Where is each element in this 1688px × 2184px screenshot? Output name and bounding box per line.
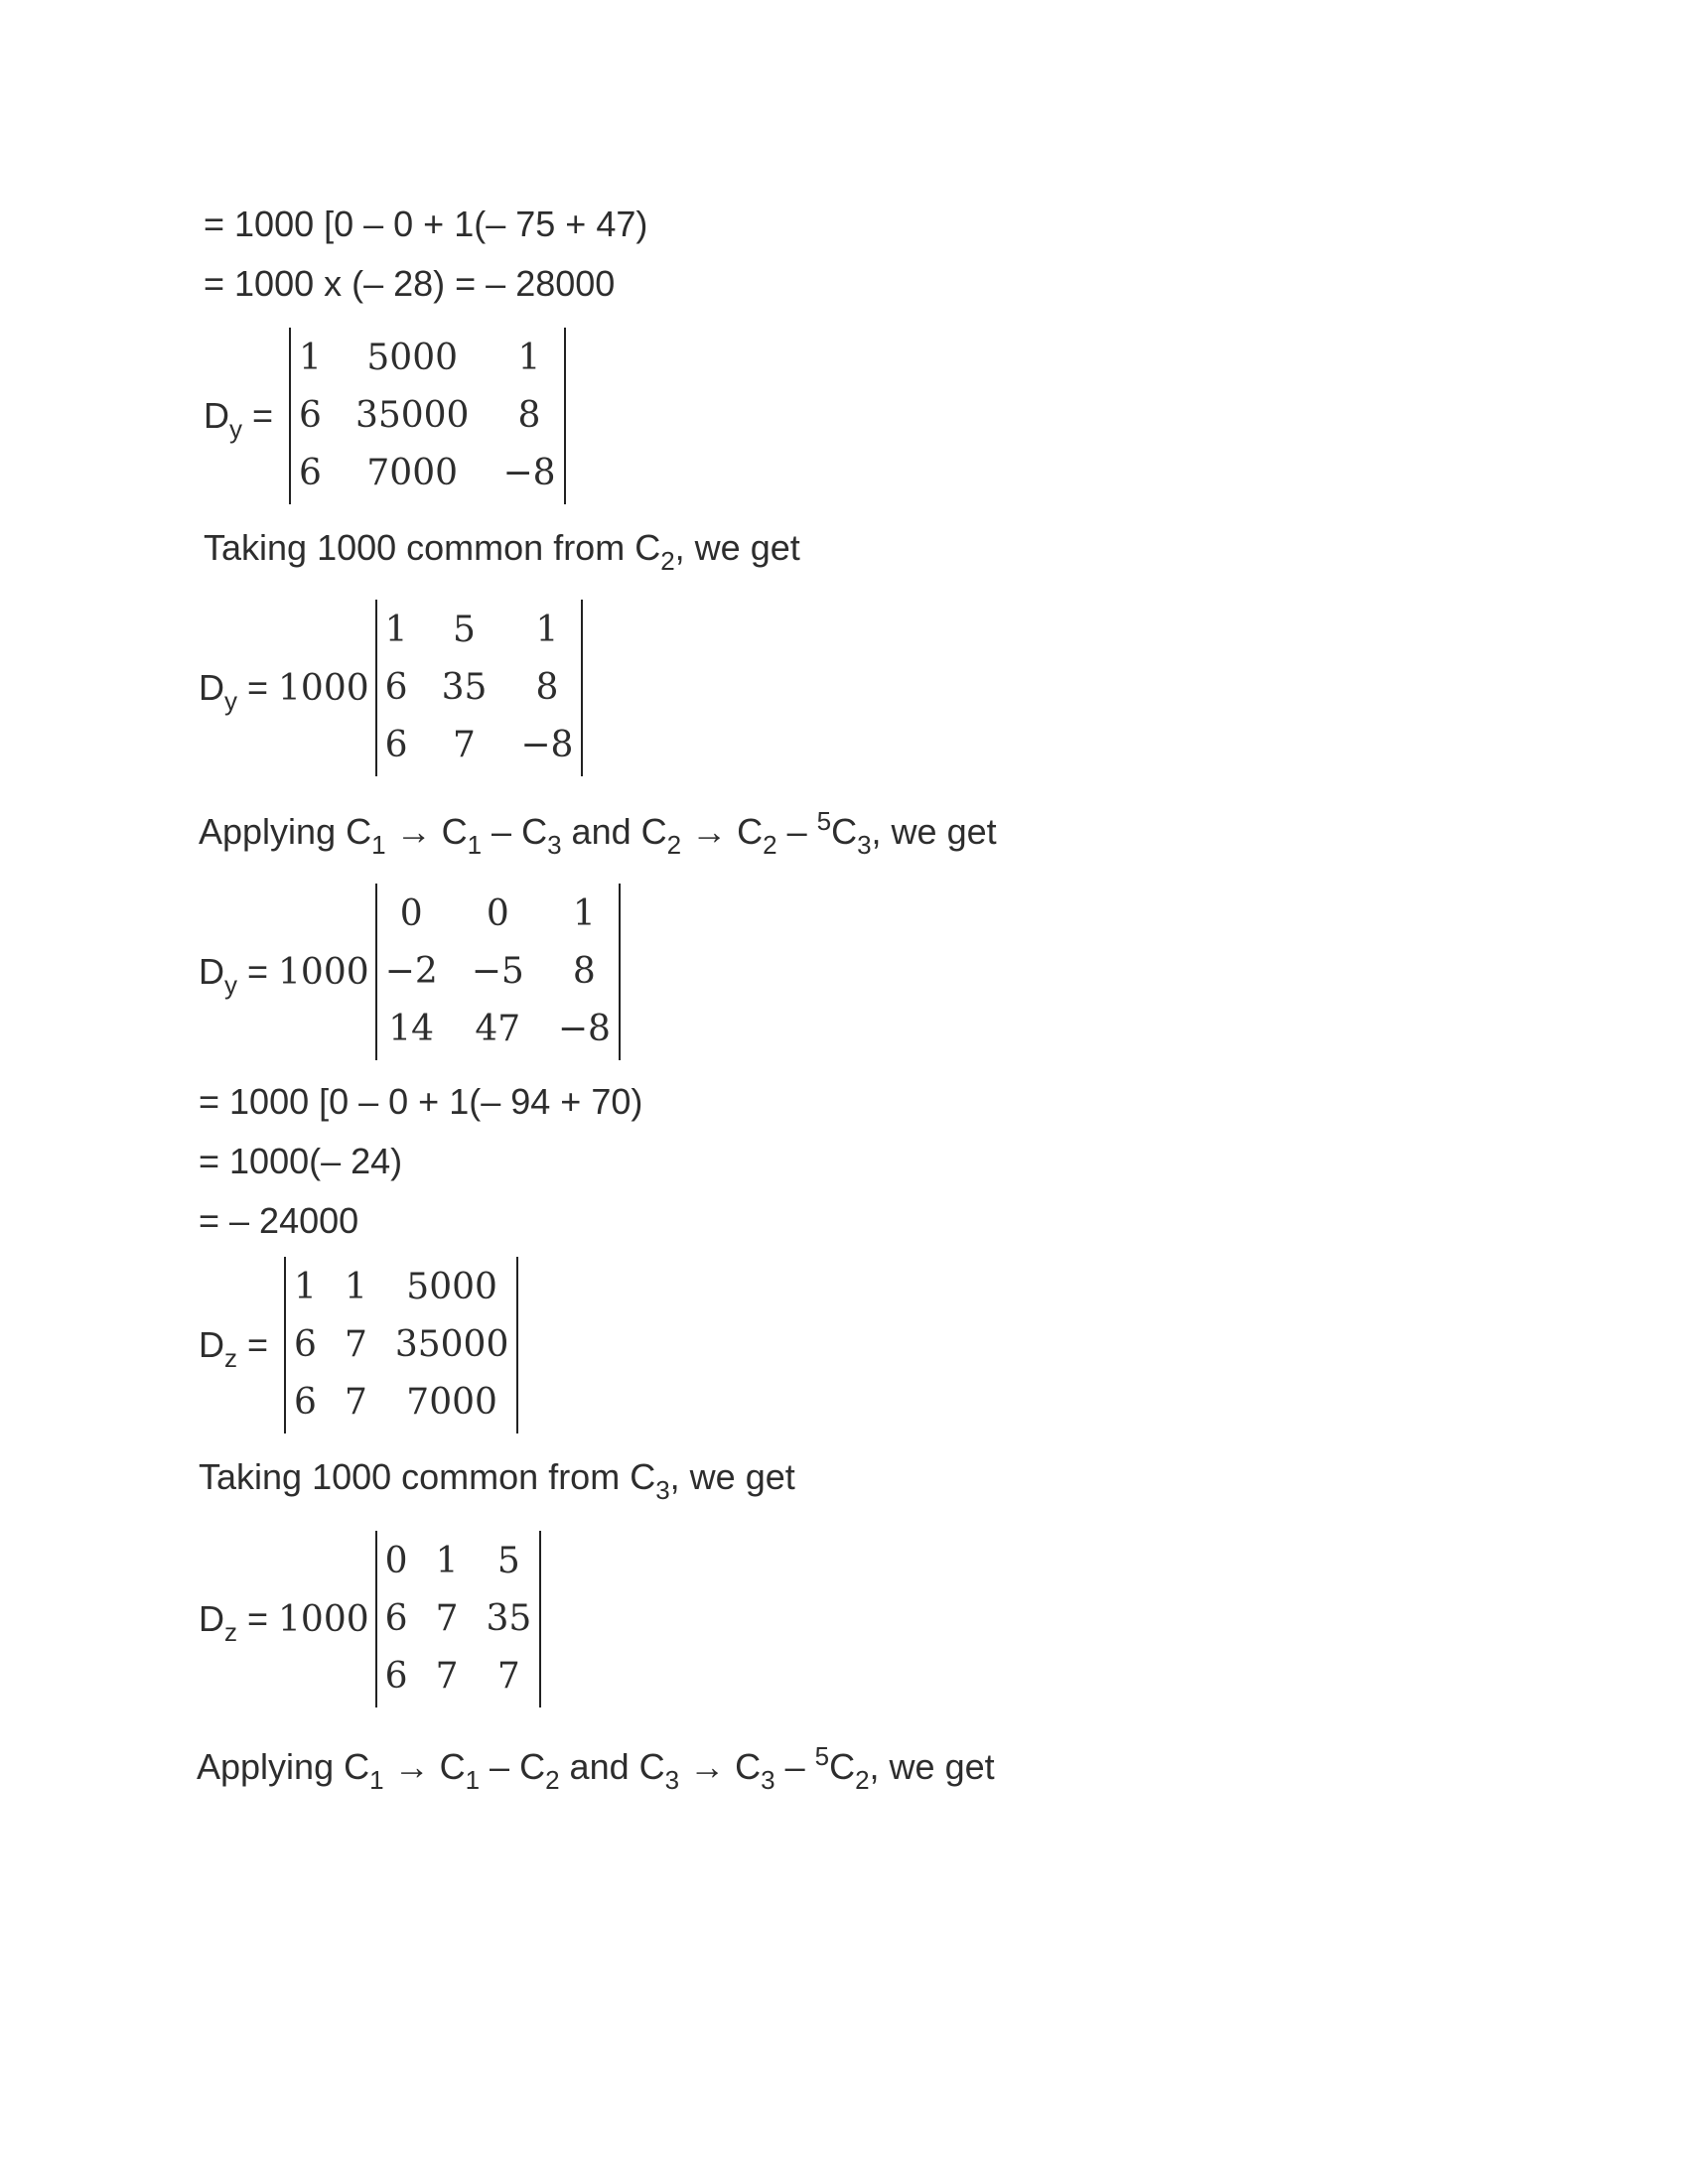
determinant-dy-reduced (199, 889, 621, 1054)
determinant-matrix: 0 1 5 6 7 35 6 7 7 (375, 1531, 542, 1707)
text-taking-common-c3: Taking 1000 common from $C_3$, we get (199, 1456, 795, 1505)
determinant-label: $D_z = 1000$ (199, 1598, 369, 1647)
determinant-dy-original (204, 334, 566, 498)
equation-line-2: = 1000 x (– 28) = – 28000 (204, 263, 616, 304)
determinant-label: $D_y = 1000$ (199, 667, 369, 716)
determinant-label: $D_y$ = (204, 395, 284, 444)
text-taking-common-c2: Taking 1000 common from $C_2$, we get (204, 527, 800, 576)
determinant-dz-original (199, 1263, 518, 1428)
equation-line-1: = 1000 [0 – 0 + 1(– 75 + 47) (204, 204, 648, 244)
determinant-matrix: 1 5000 1 6 35000 8 6 7000 −8 (289, 328, 566, 504)
text-applying-column-ops-1: Applying $C_1 \to C_1 - C_3$ and $C_2 \to C_2 - ^5C_3$, we get (199, 806, 997, 860)
text-applying-column-ops-2: Applying $C_1 \to C_1 - C_2$ and $C_3 \to C_3 - ^5C_2$, we get (197, 1741, 995, 1795)
determinant-matrix: 1 5 1 6 35 8 6 7 −8 (375, 600, 584, 776)
equation-line-5: = – 24000 (199, 1200, 359, 1241)
equation-line-3: = 1000 [0 – 0 + 1(– 94 + 70) (199, 1081, 643, 1122)
equation-line-4: = 1000(– 24) (199, 1141, 403, 1181)
determinant-label: $D_z$ = (199, 1324, 279, 1373)
determinant-label: $D_y = 1000$ (199, 951, 369, 1000)
determinant-matrix: 0 0 1 −2 −5 8 14 47 −8 (375, 884, 621, 1060)
determinant-dy-factored (199, 606, 583, 770)
determinant-matrix: 1 1 5000 6 7 35000 6 7 7000 (284, 1257, 518, 1433)
determinant-dz-factored (199, 1537, 541, 1702)
